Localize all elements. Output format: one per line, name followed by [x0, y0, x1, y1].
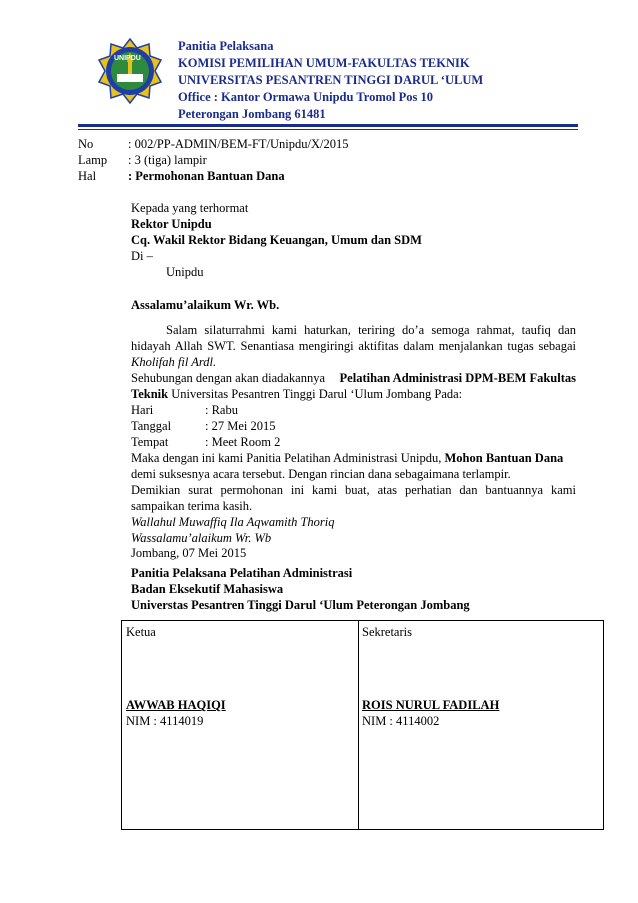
signature-role: Sekretaris: [362, 625, 412, 639]
paragraph-line: [131, 370, 576, 386]
recipient-cq: Cq. Wakil Rektor Bidang Keuangan, Umum dan SDM: [131, 233, 422, 247]
letterhead-line: Panitia Pelaksana: [178, 39, 274, 53]
detail-label: Tanggal: [131, 419, 172, 433]
meta-label: Hal: [78, 169, 97, 183]
paragraph-line: demi suksesnya acara tersebut. Dengan rincian dana sebagaimana terlampir.: [131, 467, 511, 481]
closing-line: Wallahul Muwaffiq Ila Aqwamith Thoriq: [131, 515, 335, 529]
letterhead-line: Office : Kantor Ormawa Unipdu Tromol Pos 10: [178, 90, 433, 104]
detail-value: : Rabu: [205, 403, 238, 417]
detail-label: Hari: [131, 403, 154, 417]
university-logo: [97, 38, 163, 104]
paragraph-line: Demikian surat permohonan ini kami buat, atas perhatian dan bantuannya kami: [131, 483, 576, 497]
sender-line: Badan Eksekutif Mahasiswa: [131, 582, 284, 596]
signature-role: Ketua: [126, 625, 156, 639]
paragraph-line: sampaikan terima kasih.: [131, 499, 253, 513]
event-title-cont: Teknik: [131, 387, 169, 401]
signature-nim: NIM : 4114019: [126, 714, 204, 728]
detail-value: : 27 Mei 2015: [205, 419, 276, 433]
letterhead-line: KOMISI PEMILIHAN UMUM-FAKULTAS TEKNIK: [178, 56, 470, 70]
signature-name: ROIS NURUL FADILAH: [362, 698, 500, 712]
text-span: Universitas Pesantren Tinggi Darul ‘Ulum Jombang Pada:: [168, 387, 463, 401]
header-divider: [78, 124, 578, 127]
letterhead-line: Peterongan Jombang 61481: [178, 107, 326, 121]
closing-line: Wassalamu’alaikum Wr. Wb: [131, 531, 272, 545]
recipient-di: Di –: [131, 249, 153, 263]
logo-label: UNIPDU: [114, 55, 141, 62]
paragraph-line: [131, 450, 563, 466]
meta-value: : 002/PP-ADMIN/BEM-FT/Unipdu/X/2015: [128, 137, 349, 151]
recipient-greeting: Kepada yang terhormat: [131, 201, 249, 215]
text-span: Maka dengan ini kami Panitia Pelatihan Administrasi Unipdu,: [131, 451, 445, 465]
detail-label: Tempat: [131, 435, 169, 449]
signature-name: AWWAB HAQIQI: [126, 698, 226, 712]
sender-line: Universtas Pesantren Tinggi Darul ‘Ulum Peterongan Jombang: [131, 598, 470, 612]
table-divider: [358, 621, 359, 829]
letterhead-line: UNIVERSITAS PESANTREN TINGGI DARUL ‘ULUM: [178, 73, 484, 87]
paragraph-line: [131, 386, 462, 402]
salam: Assalamu’alaikum Wr. Wb.: [131, 298, 280, 312]
signature-table: [121, 620, 604, 830]
header-divider: [78, 129, 578, 130]
text-span: Sehubungan dengan akan diadakannya: [131, 371, 326, 385]
event-title: Pelatihan Administrasi DPM-BEM Fakultas: [339, 371, 576, 385]
meta-label: Lamp: [78, 153, 108, 167]
meta-value: : Permohonan Bantuan Dana: [128, 169, 285, 183]
signature-nim: NIM : 4114002: [362, 714, 440, 728]
paragraph-line: Kholifah fil Ardl.: [131, 355, 217, 369]
detail-value: : Meet Room 2: [205, 435, 281, 449]
paragraph-line: hidayah Allah SWT. Senantiasa mengiringi aktifitas dalam menjalankan tugas sebagai: [131, 339, 576, 353]
paragraph-line: Salam silaturrahmi kami haturkan, teriring do’a semoga rahmat, taufiq dan: [166, 323, 576, 337]
recipient-place: Unipdu: [166, 265, 204, 279]
recipient-name: Rektor Unipdu: [131, 217, 212, 231]
meta-label: No: [78, 137, 94, 151]
sender-line: Panitia Pelaksana Pelatihan Administrasi: [131, 566, 353, 580]
meta-value: : 3 (tiga) lampir: [128, 153, 207, 167]
date-place: Jombang, 07 Mei 2015: [131, 546, 247, 560]
letterhead: [178, 38, 483, 123]
request-phrase: Mohon Bantuan Dana: [444, 451, 564, 465]
